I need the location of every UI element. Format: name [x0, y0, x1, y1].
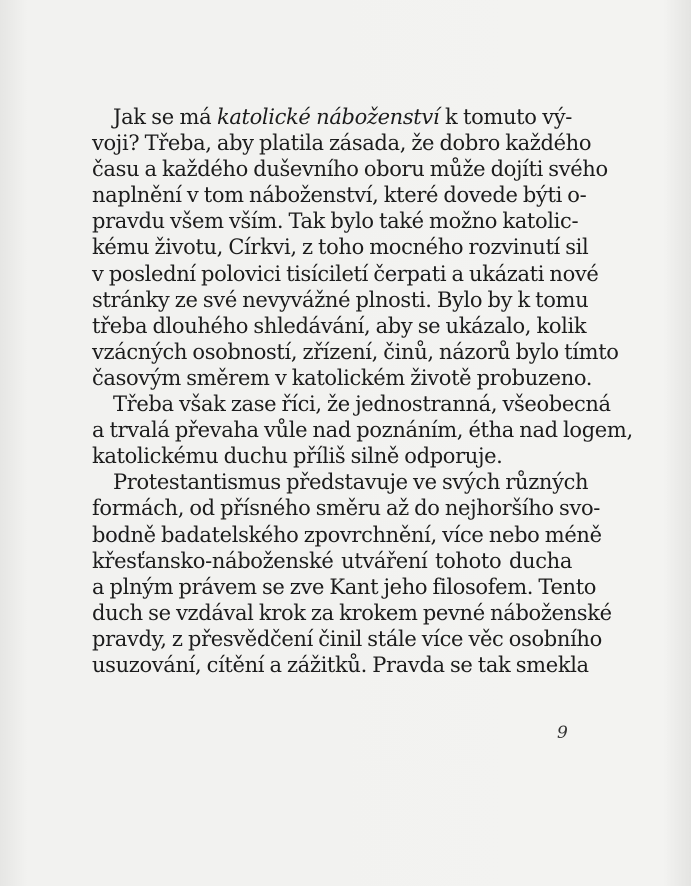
text-span: Jak se má [113, 105, 217, 129]
text-line: naplnění v tom náboženství, které dovede býti o- [92, 183, 587, 208]
text-line: třeba dlouhého shledávání, aby se ukázalo, kolik [92, 313, 587, 338]
text-line: usuzování, cítění a zážitků. Pravda se tak smekla [92, 652, 589, 677]
body-text [92, 104, 633, 678]
text-line: kému životu, Církvi, z toho mocného rozvinutí sil [92, 235, 589, 260]
text-line: v poslední polovici tisíciletí čerpati a ukázati nové [92, 261, 599, 286]
text-line: katolickému duchu příliš silně odporuje. [92, 444, 503, 469]
text-line: a trvalá převaha vůle nad poznáním, étha nad logem, [92, 418, 633, 443]
text-line: pravdy, z přesvědčení činil stále více věc osobního [92, 626, 602, 651]
text-line: duch se vzdával krok za krokem pevné náboženské [92, 600, 612, 625]
text-line: časovým směrem v katolickém životě probuzeno. [92, 365, 593, 390]
text-line [92, 104, 572, 130]
italic-phrase: katolické náboženství [216, 105, 440, 129]
text-line: voji? Třeba, aby platila zásada, že dobro každého [92, 131, 592, 156]
text-line: křesťansko-náboženské utváření tohoto ducha [92, 548, 572, 573]
text-line: stránky ze své nevyvážné plnosti. Bylo by k tomu [92, 287, 589, 312]
text-line: Protestantismus představuje ve svých různých [113, 470, 589, 495]
text-line: formách, od přísného směru až do nejhoršího svo- [92, 496, 601, 521]
text-line: pravdu všem vším. Tak bylo také možno katolic- [92, 209, 579, 234]
text-line: Třeba však zase říci, že jednostranná, všeobecná [113, 392, 611, 417]
text-line: času a každého duševního oboru může dojíti svého [92, 157, 608, 182]
text-line: vzácných osobností, zřízení, činů, názorů bylo tímto [92, 339, 619, 364]
text-line: bodně badatelského zpovrchnění, více nebo méně [92, 522, 602, 547]
text-span: k tomuto vý- [439, 105, 572, 129]
page-number: 9 [557, 723, 568, 743]
text-line: a plným právem se zve Kant jeho filosofem. Tento [92, 574, 597, 599]
